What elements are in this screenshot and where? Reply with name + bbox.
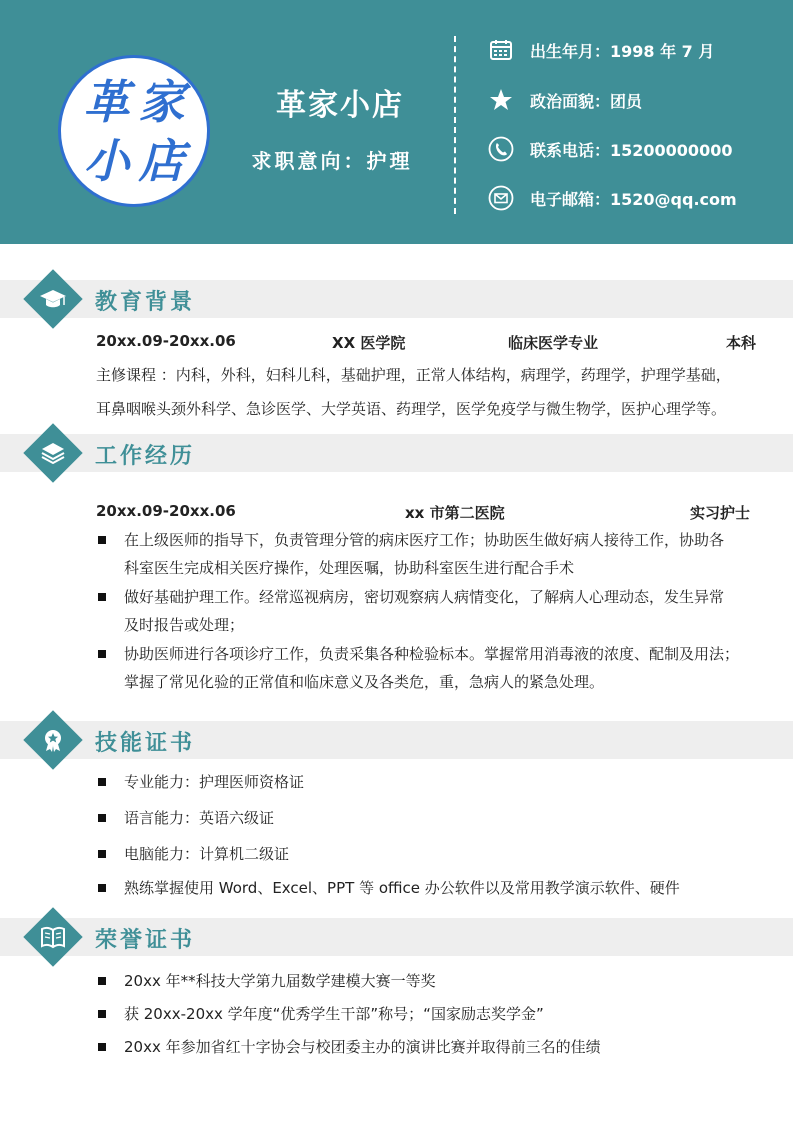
skill-item (96, 768, 760, 796)
work-period: 20xx.09-20xx.06 (96, 502, 236, 520)
header-banner (0, 0, 793, 244)
section-title-honors: 荣誉证书 (95, 928, 196, 953)
bullet-square-icon (98, 1043, 106, 1051)
skill-item (96, 804, 760, 832)
bullet-square-icon (98, 884, 106, 892)
duty-line: 协助医师进行各项诊疗工作，负责采集各种检验标本。掌握常用消毒液的浓度、配制及用法； (124, 645, 740, 663)
duty-line: 做好基础护理工作。经常巡视病房，密切观察病人病情变化，了解病人心理动态，发生异常 (124, 588, 725, 606)
book-icon (36, 920, 70, 954)
bullet-square-icon (98, 1010, 106, 1018)
logo-char: 家 (138, 74, 185, 129)
skill-item (96, 840, 760, 868)
bullet-square-icon (98, 850, 106, 858)
education-period: 20xx.09-20xx.06 (96, 332, 236, 350)
honor-item (96, 1033, 760, 1061)
contact-text: 联系电话：15200000000 (530, 140, 733, 160)
contact-text: 电子邮箱：1520@qq.com (530, 189, 737, 209)
duty-line: 科室医生完成相关医疗操作，处理医嘱，协助科室医生进行配合手术 (124, 559, 575, 577)
logo-char: 店 (138, 133, 185, 188)
contact-email (488, 184, 737, 212)
bullet-square-icon (98, 814, 106, 822)
education-school: XX 医学院 (332, 334, 406, 352)
honor-text: 20xx 年参加省红十字协会与校团委主办的演讲比赛并取得前三名的佳绩 (124, 1038, 601, 1056)
work-duty-item (96, 583, 760, 639)
courses-line: 耳鼻咽喉头颈外科学、急诊医学、大学英语、药理学，医学免疫学与微生物学，医护心理学等。 (96, 400, 727, 418)
job-intent: 求职意向：护理 (251, 149, 413, 173)
courses-line: 主修课程 ：内科，外科，妇科儿科，基础护理，正常人体结构，病理学，药理学，护理学基础， (96, 366, 731, 384)
skill-text: 语言能力：英语六级证 (124, 809, 275, 827)
logo-badge (58, 55, 210, 207)
skill-text: 专业能力：护理医师资格证 (124, 773, 305, 791)
duty-line: 及时报告或处理； (124, 616, 245, 634)
work-org: xx 市第二医院 (405, 504, 505, 522)
section-title-work: 工作经历 (95, 444, 196, 469)
contact-text: 出生年月：1998 年 7 月 (530, 41, 715, 61)
bullet-square-icon (98, 593, 106, 601)
logo-char: 小 (83, 133, 130, 188)
candidate-name: 革家小店 (276, 88, 404, 123)
honor-item (96, 967, 760, 995)
contact-phone (488, 135, 732, 163)
work-duty-item (96, 640, 760, 696)
education-courses (96, 358, 760, 426)
award-badge-icon (36, 723, 70, 757)
education-degree: 本科 (726, 334, 757, 352)
contact-politics (488, 86, 642, 114)
calendar-icon (488, 37, 514, 63)
section-title-skills: 技能证书 (95, 731, 196, 756)
star-icon (488, 87, 514, 113)
duty-line: 在上级医师的指导下，负责管理分管的病床医疗工作；协助医生做好病人接待工作，协助各 (124, 531, 725, 549)
skill-text: 熟练掌握使用 Word、Excel、PPT 等 office 办公软件以及常用教学演示软件、硬件 (124, 879, 680, 897)
skill-item (96, 874, 760, 902)
mail-icon (488, 185, 514, 211)
phone-icon (488, 136, 514, 162)
header-divider (454, 36, 456, 214)
education-major: 临床医学专业 (508, 334, 599, 352)
graduation-cap-icon (36, 282, 70, 316)
honor-item (96, 1000, 760, 1028)
section-title-education: 教育背景 (95, 290, 196, 315)
bullet-square-icon (98, 650, 106, 658)
bullet-square-icon (98, 778, 106, 786)
contact-text: 政治面貌：团员 (530, 91, 643, 111)
bullet-square-icon (98, 977, 106, 985)
duty-line: 掌握了常见化验的正常值和临床意义及各类危，重，急病人的紧急处理。 (124, 673, 605, 691)
work-duty-item (96, 526, 760, 582)
honor-text: 20xx 年**科技大学第九届数学建模大赛一等奖 (124, 972, 436, 990)
logo-char: 革 (83, 74, 130, 129)
layers-icon (36, 436, 70, 470)
bullet-square-icon (98, 536, 106, 544)
work-role: 实习护士 (690, 504, 751, 522)
honor-text: 获 20xx-20xx 学年度“优秀学生干部”称号；“国家励志奖学金” (124, 1005, 544, 1023)
logo-lettering (61, 58, 207, 204)
skill-text: 电脑能力：计算机二级证 (124, 845, 290, 863)
contact-birth (488, 36, 714, 64)
